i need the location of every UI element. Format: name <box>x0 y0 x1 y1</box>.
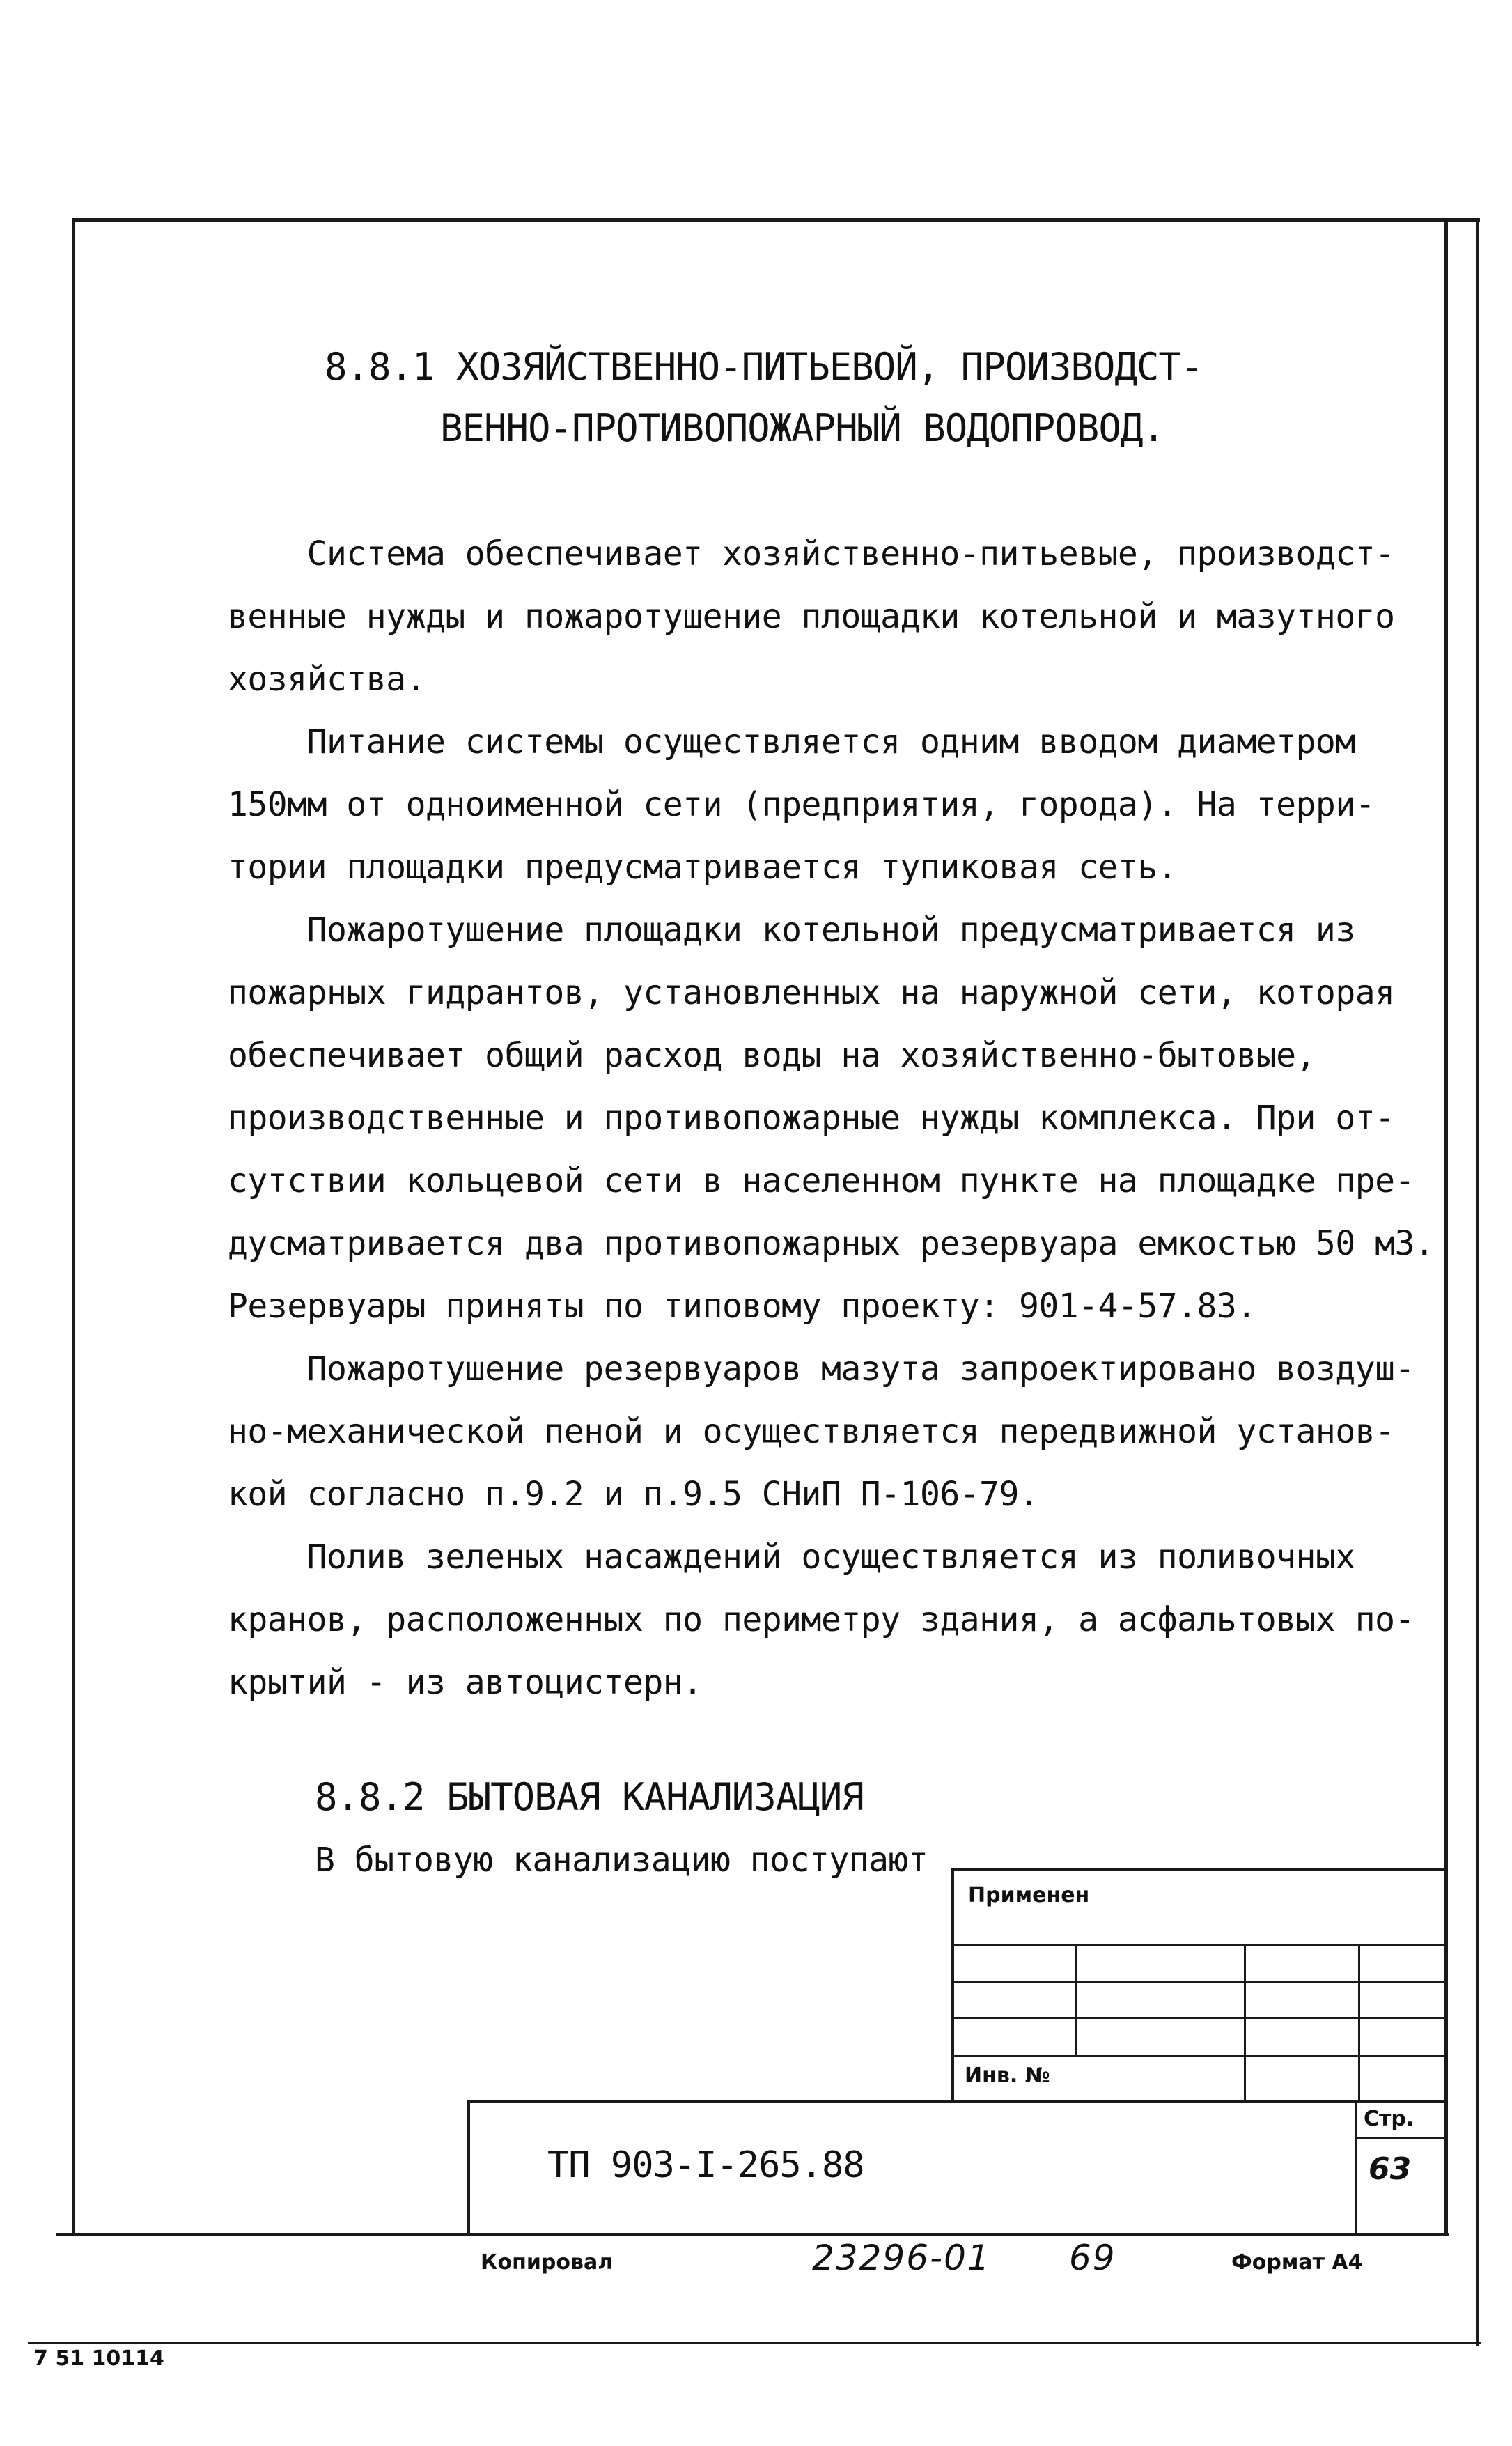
frame-top-border <box>72 218 1480 222</box>
text-line: 150мм от одноименной сети (предприятия, города). На терри- <box>228 785 1375 824</box>
text-line: Пожаротушение площадки котельной предусматривается из <box>228 911 1355 950</box>
stamp-row-line-2 <box>951 1981 1447 1983</box>
text-line: Полив зеленых насаждений осуществляется из поливочных <box>228 1538 1355 1577</box>
stamp-col-line-2 <box>1244 1944 1246 2102</box>
frame-outer-right-border <box>1476 222 1479 2346</box>
handwritten-sheet-number: 69 <box>1069 2238 1116 2278</box>
section-heading-line2: ВЕННО-ПРОТИВОПОЖАРНЫЙ ВОДОПРОВОД. <box>440 406 1164 450</box>
copied-label: Копировал <box>481 2250 614 2275</box>
stamp-main-top-line <box>467 2100 1447 2103</box>
text-line: пожарных гидрантов, установленных на наружной сети, которая <box>228 973 1395 1012</box>
page-cell-left-line <box>1355 2100 1357 2235</box>
text-line: хозяйства. <box>228 660 426 699</box>
text-line: венные нужды и пожаротушение площадки котельной и мазутного <box>228 597 1395 636</box>
stamp-col-line-3 <box>1358 1944 1360 2102</box>
text-line: тории площадки предусматривается тупиковая сеть. <box>228 848 1178 887</box>
frame-right-border <box>1444 218 1448 2235</box>
body-text <box>228 523 1434 1714</box>
section-2-heading: 8.8.2 БЫТОВАЯ КАНАЛИЗАЦИЯ <box>315 1775 864 1819</box>
text-line: обеспечивает общий расход воды на хозяйственно-бытовые, <box>228 1036 1316 1075</box>
section-2-first-line: В бытовую канализацию поступают <box>315 1841 928 1880</box>
applied-label: Применен <box>968 1883 1090 1907</box>
text-line: крытий - из автоцистерн. <box>228 1663 703 1702</box>
format-label: Формат А4 <box>1231 2250 1363 2275</box>
text-line: сутствии кольцевой сети в населенном пункте на площадке пре- <box>228 1161 1414 1200</box>
stamp-top-line <box>951 1868 1447 1871</box>
handwritten-order-number: 23296-01 <box>812 2238 991 2278</box>
document-code: ТП 903-I-265.88 <box>547 2144 864 2186</box>
stamp-left-line <box>951 1868 954 2102</box>
text-line: но-механической пеной и осуществляется передвижной установ- <box>228 1412 1395 1451</box>
text-line: Резервуары приняты по типовому проекту: 901-4-57.83. <box>228 1287 1256 1326</box>
stamp-row-line-1 <box>951 1944 1447 1946</box>
text-line: Питание системы осуществляется одним вводом диаметром <box>228 722 1355 761</box>
stamp-row-line-4 <box>951 2055 1447 2057</box>
frame-left-border <box>72 218 75 2235</box>
text-line: кой согласно п.9.2 и п.9.5 СНиП П-106-79. <box>228 1475 1039 1514</box>
text-line: кранов, расположенных по периметру здания, а асфальтовых по- <box>228 1600 1414 1639</box>
frame-outer-bottom-border <box>28 2342 1481 2344</box>
text-line: производственные и противопожарные нужды комплекса. При от- <box>228 1099 1395 1138</box>
stamp-main-left-line <box>467 2100 470 2235</box>
page-label: Стр. <box>1364 2107 1414 2131</box>
frame-bottom-border <box>56 2233 1449 2236</box>
margin-note: 7 51 10114 <box>33 2346 164 2371</box>
stamp-row-line-3 <box>951 2017 1447 2019</box>
text-line: дусматривается два противопожарных резервуара емкостью 50 м3. <box>228 1224 1435 1263</box>
section-heading-line1: 8.8.1 ХОЗЯЙСТВЕННО-ПИТЬЕВОЙ, ПРОИЗВОДСТ- <box>325 345 1203 389</box>
inv-label: Инв. № <box>965 2064 1050 2088</box>
text-line: Система обеспечивает хозяйственно-питьевые, производст- <box>228 534 1395 573</box>
stamp-col-line-1 <box>1075 1944 1077 2055</box>
text-line: Пожаротушение резервуаров мазута запроектировано воздуш- <box>228 1349 1414 1388</box>
page-cell-divider <box>1355 2137 1447 2139</box>
page-number: 63 <box>1369 2151 1412 2187</box>
